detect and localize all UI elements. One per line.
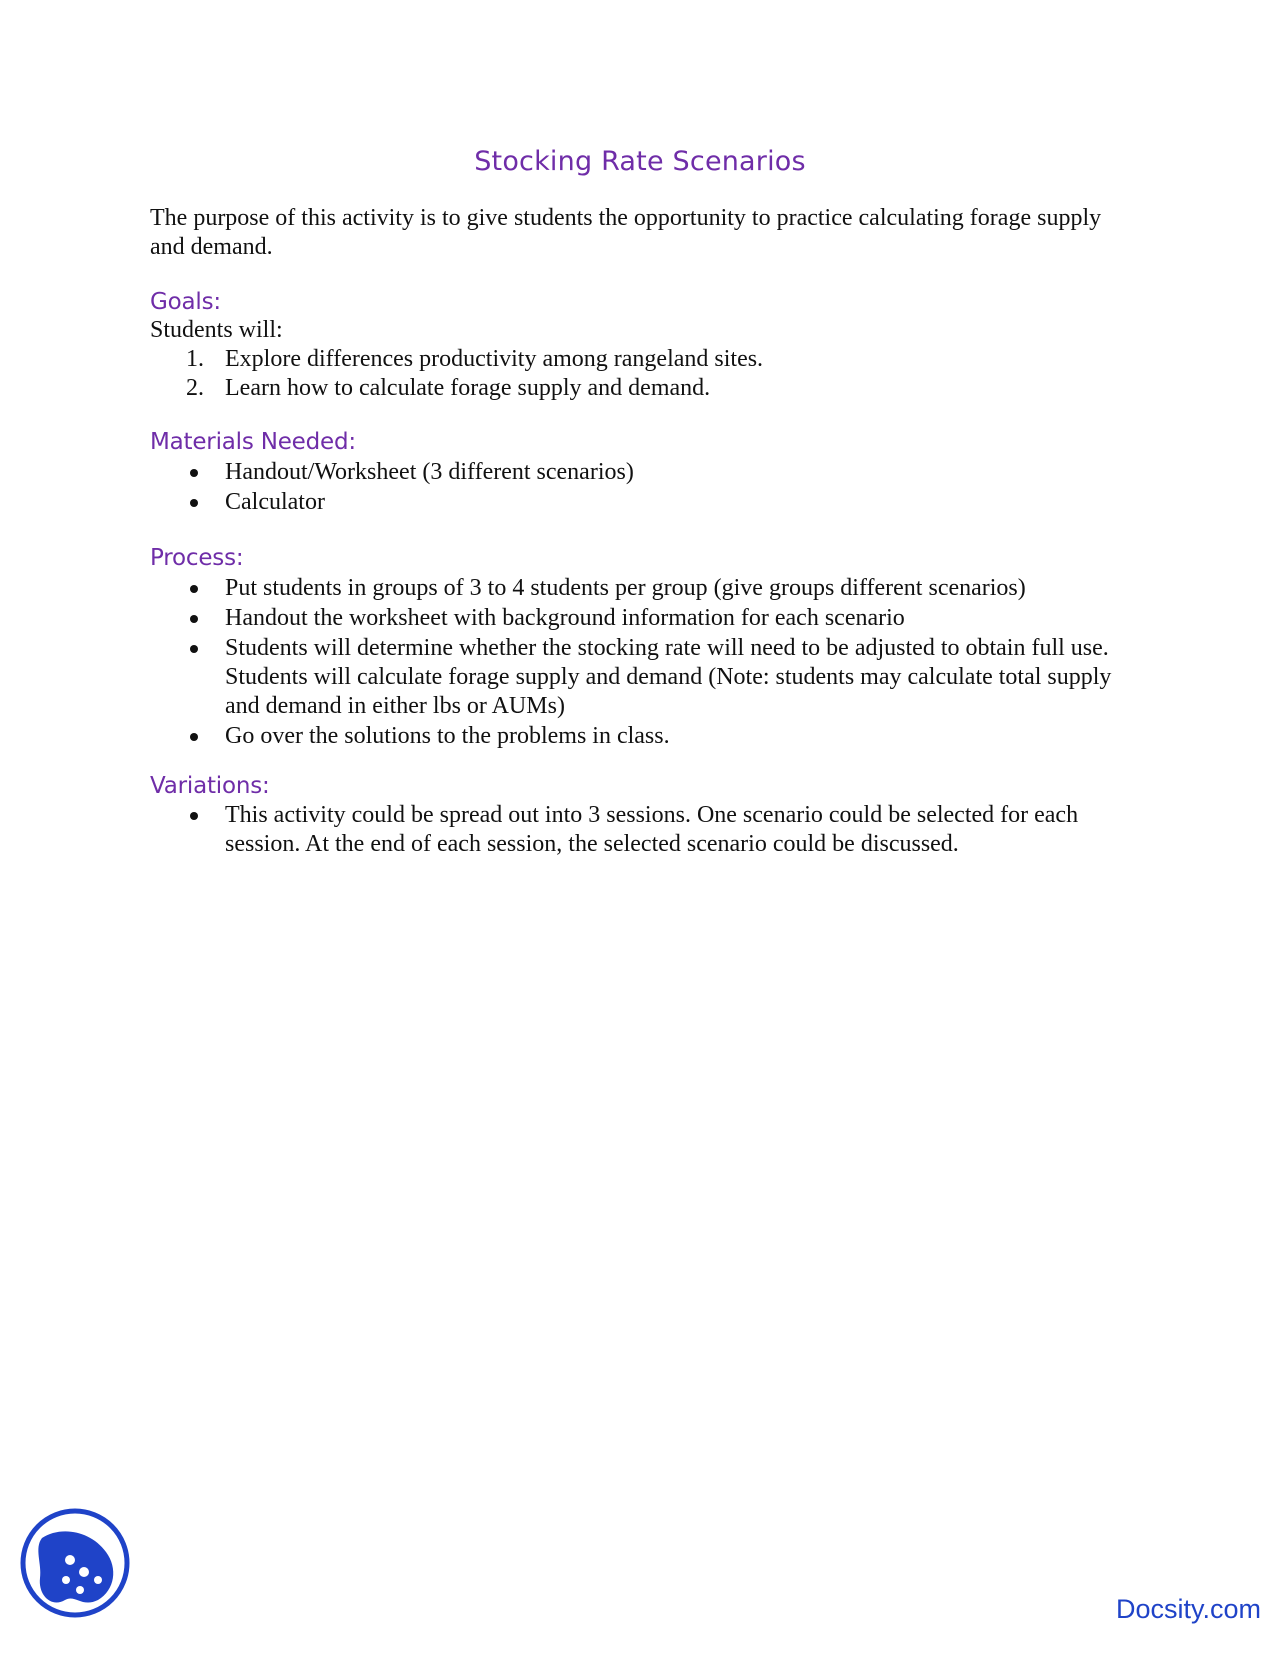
list-item xyxy=(0,458,1125,487)
process-heading: Process: xyxy=(150,545,244,571)
list-item-text: Handout the worksheet with background information for each scenario xyxy=(225,605,905,631)
docsity-logo-icon xyxy=(20,1508,130,1618)
list-item-text: Learn how to calculate forage supply and demand. xyxy=(225,375,711,401)
list-item xyxy=(0,345,1125,374)
goals-lead: Students will: xyxy=(150,317,283,343)
list-item xyxy=(0,574,1125,603)
bullet-icon xyxy=(190,733,198,741)
list-item-text: This activity could be spread out into 3 sessions. One scenario could be selected for each session. At the end of each session, the selected scenario could be discussed. xyxy=(225,802,1079,857)
list-item-text: Students will determine whether the stocking rate will need to be adjusted to obtain full use. Students will calculate forage supply and demand (Note: students may calculate total supply and demand in either lbs or AUMs) xyxy=(225,635,1112,719)
list-item xyxy=(0,374,1125,403)
list-item xyxy=(0,801,1125,859)
list-item xyxy=(0,634,1125,721)
docsity-brand-link[interactable]: Docsity.com xyxy=(1115,1594,1261,1624)
bullet-icon xyxy=(190,585,198,593)
bullet-icon xyxy=(190,645,198,653)
list-item xyxy=(0,722,1125,751)
list-item xyxy=(0,604,1125,633)
list-item-text: Calculator xyxy=(225,489,325,515)
intro-paragraph: The purpose of this activity is to give students the opportunity to practice calculating forage supply and demand. xyxy=(150,205,1102,260)
list-number: 2. xyxy=(186,375,204,401)
list-item-text: Go over the solutions to the problems in class. xyxy=(225,723,670,749)
materials-list xyxy=(0,458,1280,517)
bullet-icon xyxy=(190,499,198,507)
list-number: 1. xyxy=(186,346,204,372)
list-item-text: Put students in groups of 3 to 4 students per group (give groups different scenarios) xyxy=(225,575,1026,601)
bullet-icon xyxy=(190,615,198,623)
process-list xyxy=(0,574,1280,751)
document-title: Stocking Rate Scenarios xyxy=(474,146,806,177)
list-item-text: Explore differences productivity among rangeland sites. xyxy=(225,346,764,372)
list-item xyxy=(0,488,1125,517)
bullet-icon xyxy=(190,812,198,820)
variations-heading: Variations: xyxy=(150,773,270,799)
variations-list xyxy=(0,801,1280,859)
goals-heading: Goals: xyxy=(150,289,221,315)
goals-list xyxy=(0,345,1280,403)
bullet-icon xyxy=(190,469,198,477)
materials-heading: Materials Needed: xyxy=(150,429,356,455)
list-item-text: Handout/Worksheet (3 different scenarios) xyxy=(225,459,634,485)
